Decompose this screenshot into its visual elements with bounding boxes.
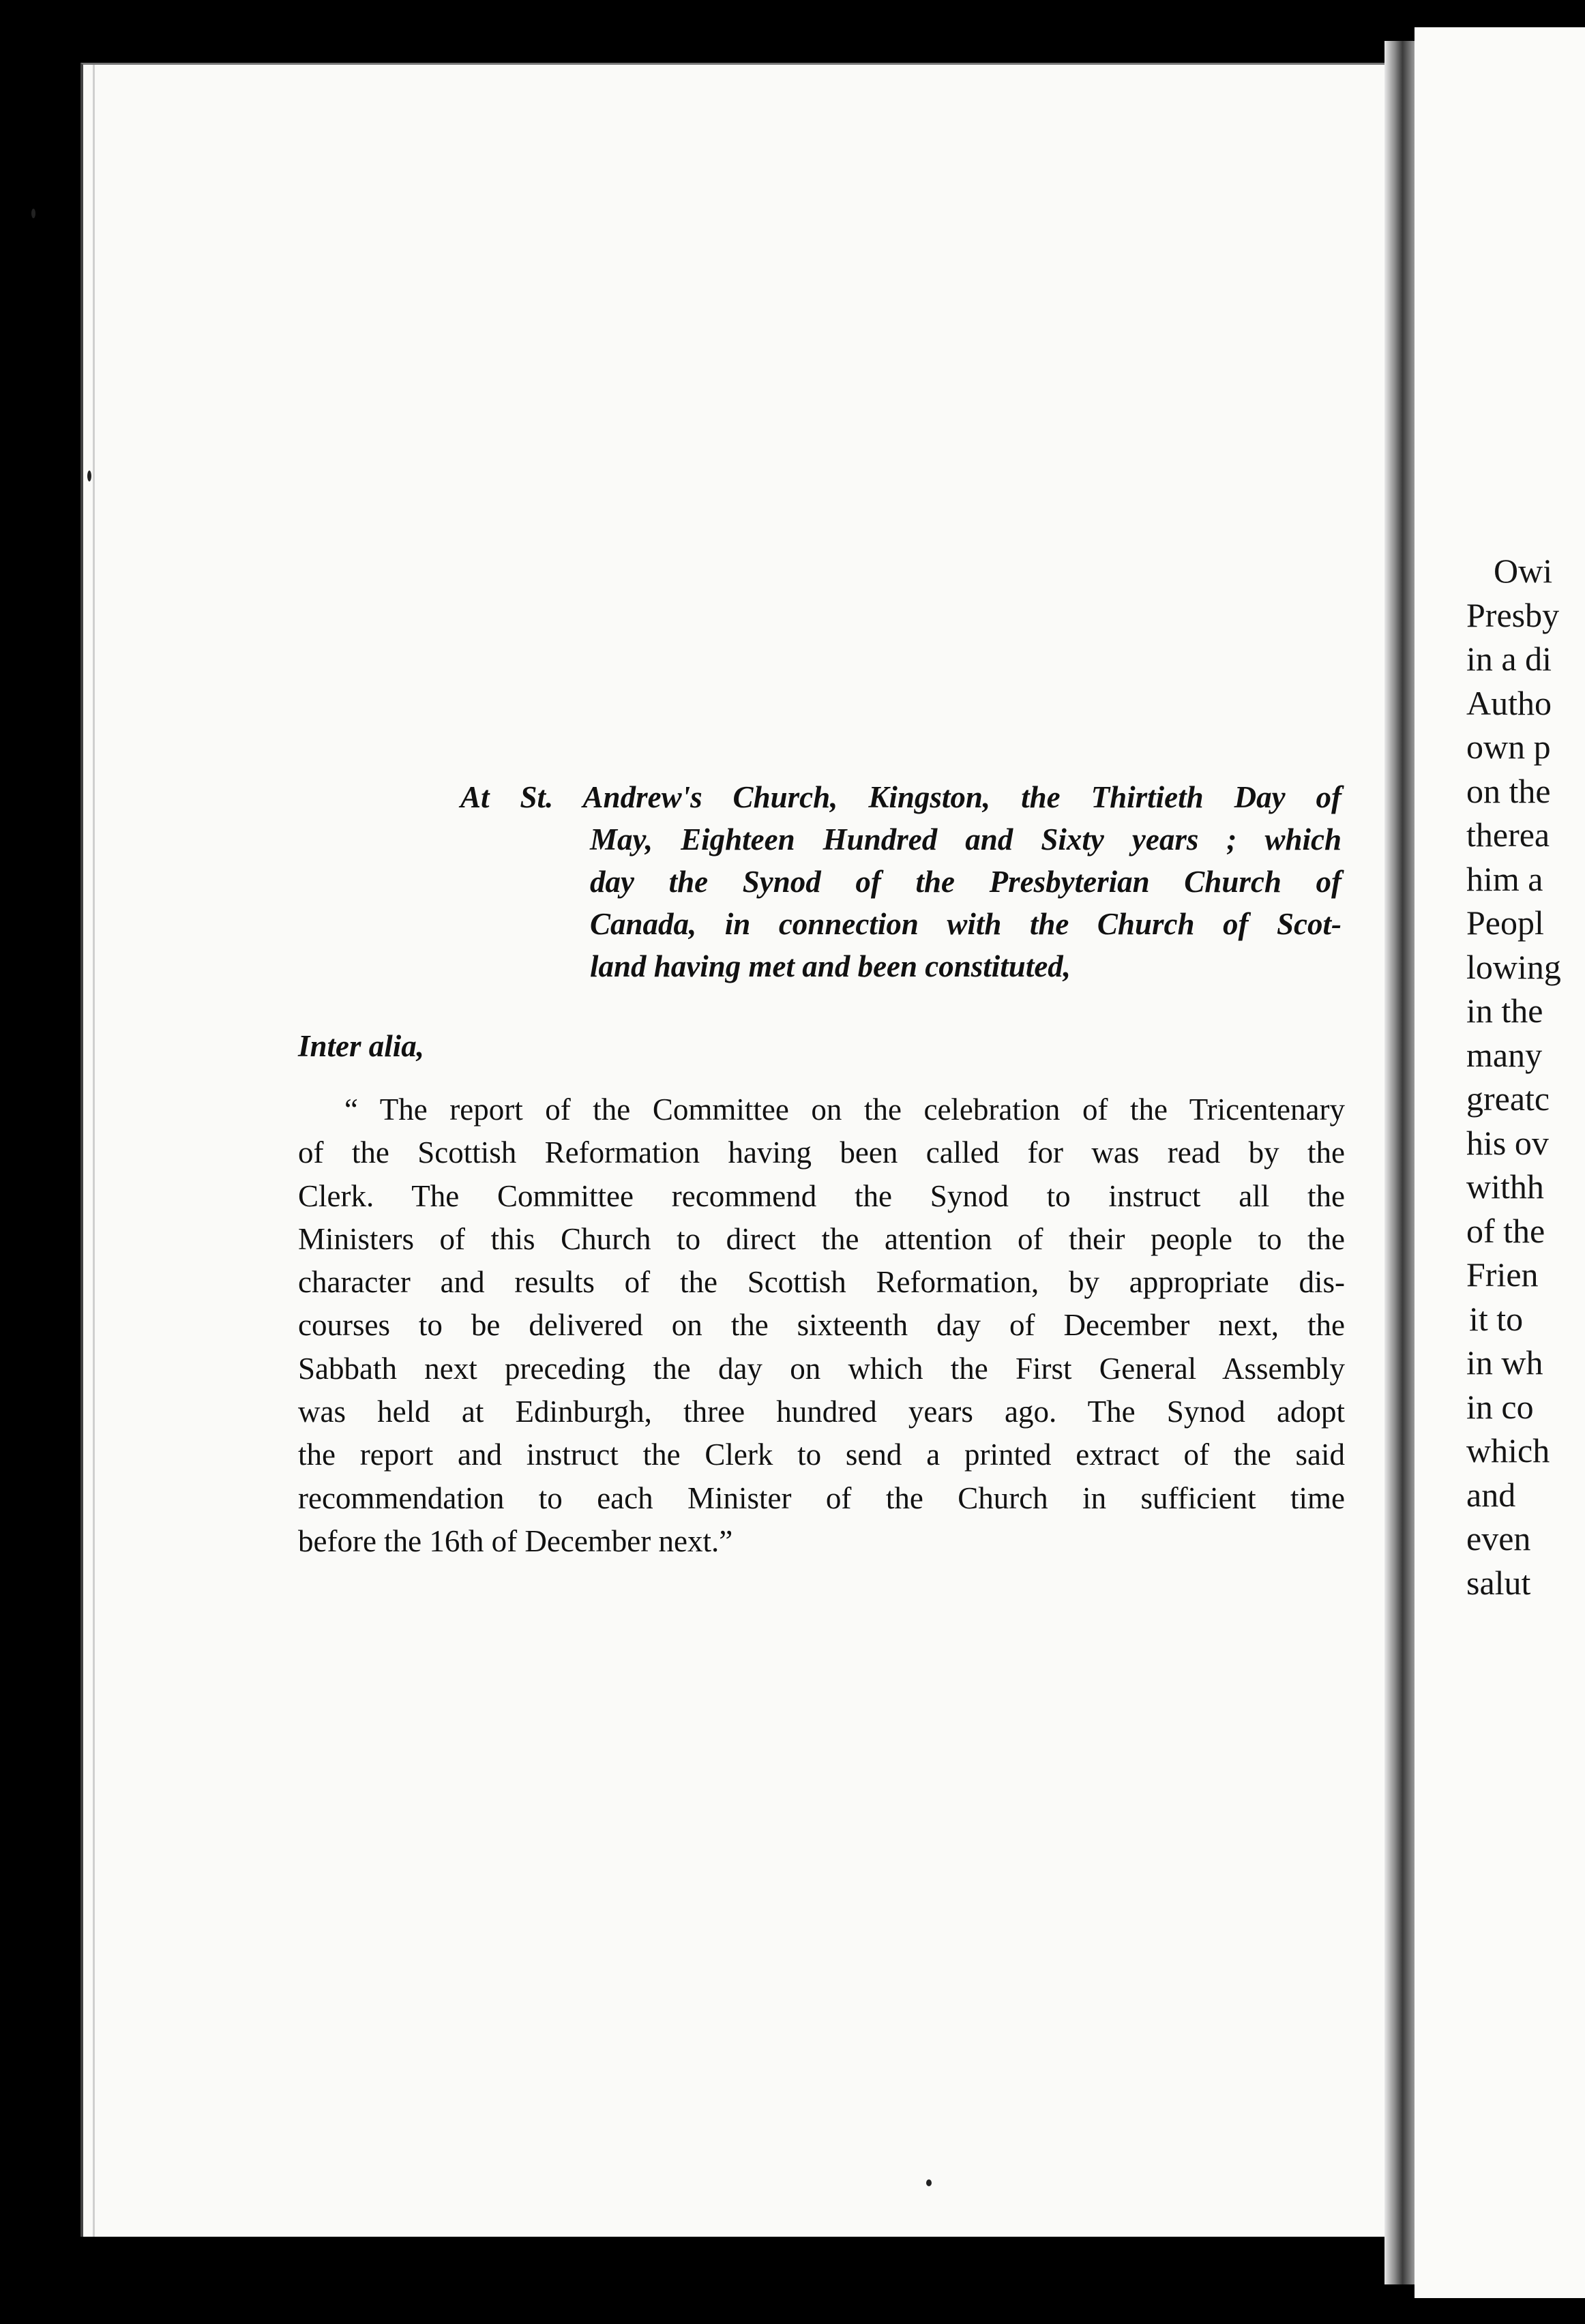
heading-line: Canada, in connection with the Church of Scot- bbox=[590, 907, 1342, 941]
heading-line: land having met and been constituted, bbox=[590, 949, 1071, 983]
right-line: many bbox=[1466, 1035, 1543, 1074]
body-line: Sabbath next preceding the day on which the First General Assembly bbox=[298, 1351, 1345, 1386]
heading-line: At St. Andrew's Church, Kingston, the Thirtieth Day of bbox=[460, 780, 1342, 814]
right-line: Presby bbox=[1466, 595, 1560, 634]
right-line: salut bbox=[1466, 1563, 1531, 1602]
body-line: recommendation to each Minister of the Church in sufficient time bbox=[298, 1480, 1345, 1515]
heading-line: May, Eighteen Hundred and Sixty years ; which bbox=[590, 822, 1342, 856]
right-line: withh bbox=[1466, 1167, 1544, 1206]
body-line: character and results of the Scottish Reformation, by appropriate dis- bbox=[298, 1265, 1345, 1300]
right-line: Peopl bbox=[1466, 904, 1544, 942]
right-line: Owi bbox=[1494, 552, 1553, 590]
right-line: which bbox=[1466, 1431, 1550, 1470]
right-line: of the bbox=[1466, 1211, 1545, 1250]
right-page bbox=[1414, 27, 1585, 2298]
book-gutter bbox=[1384, 41, 1414, 2284]
inter-alia-label: Inter alia, bbox=[298, 1029, 425, 1063]
body-line: the report and instruct the Clerk to send a printed extract of the said bbox=[298, 1437, 1345, 1472]
right-line: in wh bbox=[1466, 1343, 1543, 1382]
body-line: Ministers of this Church to direct the attention of their people to the bbox=[298, 1221, 1345, 1256]
ink-speck bbox=[926, 2179, 932, 2186]
right-line: and bbox=[1466, 1475, 1516, 1514]
right-line: Frien bbox=[1466, 1255, 1539, 1294]
right-line: greatc bbox=[1466, 1079, 1550, 1118]
ink-speck bbox=[31, 209, 35, 218]
resolution-text bbox=[298, 1088, 1345, 1563]
right-line: lowing bbox=[1466, 947, 1561, 986]
right-line: Autho bbox=[1466, 683, 1552, 722]
right-page-text bbox=[1466, 549, 1561, 1605]
body-line: “ The report of the Committee on the celebration of the Tricentenary bbox=[344, 1092, 1345, 1127]
right-line: it to bbox=[1469, 1299, 1524, 1338]
body-line: Clerk. The Committee recommend the Synod to instruct all the bbox=[298, 1178, 1345, 1213]
body-line: courses to be delivered on the sixteenth day of December next, the bbox=[298, 1308, 1345, 1343]
heading-line: day the Synod of the Presbyterian Church of bbox=[590, 865, 1342, 899]
ink-speck bbox=[87, 471, 91, 481]
right-line: his ov bbox=[1466, 1123, 1549, 1162]
right-line: in the bbox=[1466, 992, 1543, 1030]
right-line: in co bbox=[1466, 1387, 1534, 1426]
body-line: was held at Edinburgh, three hundred years ago. The Synod adopt bbox=[298, 1395, 1345, 1429]
right-line: therea bbox=[1466, 816, 1550, 854]
right-line: in a di bbox=[1466, 640, 1552, 678]
body-line: of the Scottish Reformation having been called for was read by the bbox=[298, 1135, 1345, 1170]
right-line: own p bbox=[1466, 728, 1551, 766]
right-line: even bbox=[1466, 1519, 1531, 1558]
right-line: him a bbox=[1466, 859, 1543, 898]
minute-heading bbox=[460, 776, 1342, 987]
right-line: on the bbox=[1466, 771, 1551, 810]
body-line: before the 16th of December next.” bbox=[298, 1523, 733, 1558]
